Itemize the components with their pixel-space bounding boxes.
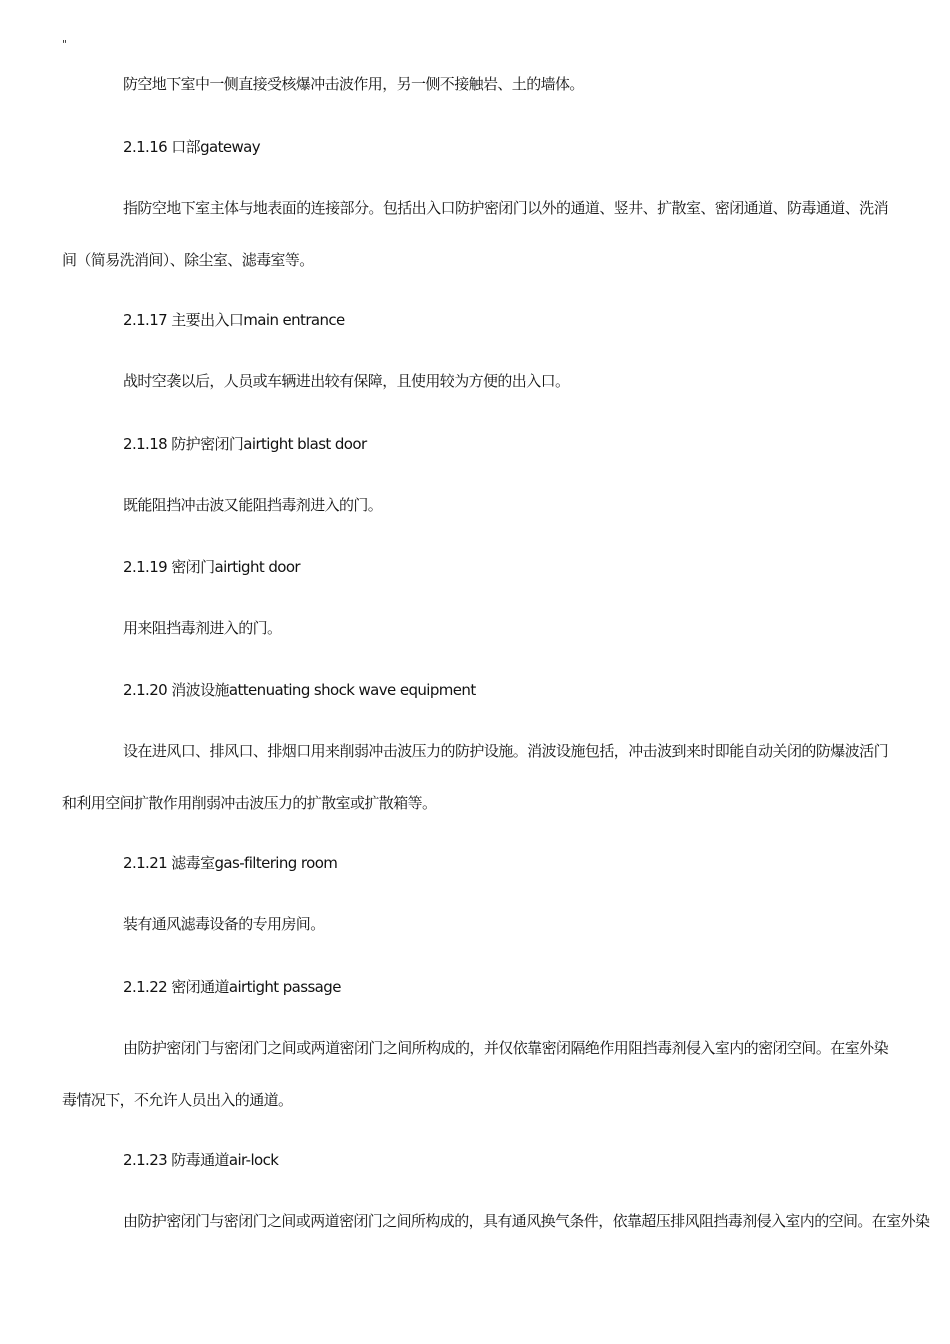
heading-2-1-22: 2.1.22 密闭通道airtight passage <box>123 978 341 996</box>
paragraph-2-1-22: 由防护密闭门与密闭门之间或两道密闭门之间所构成的，并仅依靠密闭隔绝作用阻挡毒剂侵入室内的密闭空间。在室外染毒情况下，不允许人员出入的通道。 <box>62 1039 888 1109</box>
paragraph-protective-wall: 防空地下室中一侧直接受核爆冲击波作用，另一侧不接触岩、土的墙体。 <box>123 75 584 93</box>
header-mark: " <box>62 38 68 51</box>
paragraph-2-1-20: 设在进风口、排风口、排烟口用来削弱冲击波压力的防护设施。消波设施包括，冲击波到来时即能自动关闭的防爆波活门和利用空间扩散作用削弱冲击波压力的扩散室或扩散箱等。 <box>62 742 888 812</box>
paragraph-2-1-18: 既能阻挡冲击波又能阻挡毒剂进入的门。 <box>123 496 383 514</box>
paragraph-2-1-23: 由防护密闭门与密闭门之间或两道密闭门之间所构成的，具有通风换气条件，依靠超压排风阻挡毒剂侵入室内的空间。在室外染 <box>123 1212 930 1230</box>
heading-2-1-23: 2.1.23 防毒通道air-lock <box>123 1151 279 1169</box>
heading-2-1-17: 2.1.17 主要出入口main entrance <box>123 311 345 329</box>
heading-2-1-20: 2.1.20 消波设施attenuating shock wave equipment <box>123 681 476 699</box>
paragraph-2-1-16: 指防空地下室主体与地表面的连接部分。包括出入口防护密闭门以外的通道、竖井、扩散室、密闭通道、防毒通道、洗消间（简易洗消间）、除尘室、滤毒室等。 <box>62 199 888 269</box>
heading-2-1-18: 2.1.18 防护密闭门airtight blast door <box>123 435 367 453</box>
heading-2-1-19: 2.1.19 密闭门airtight door <box>123 558 300 576</box>
heading-2-1-21: 2.1.21 滤毒室gas-filtering room <box>123 854 338 872</box>
paragraph-2-1-21: 装有通风滤毒设备的专用房间。 <box>123 915 325 933</box>
heading-2-1-16: 2.1.16 口部gateway <box>123 138 261 156</box>
paragraph-2-1-17: 战时空袭以后，人员或车辆进出较有保障，且使用较为方便的出入口。 <box>123 372 570 390</box>
paragraph-2-1-19: 用来阻挡毒剂进入的门。 <box>123 619 282 637</box>
